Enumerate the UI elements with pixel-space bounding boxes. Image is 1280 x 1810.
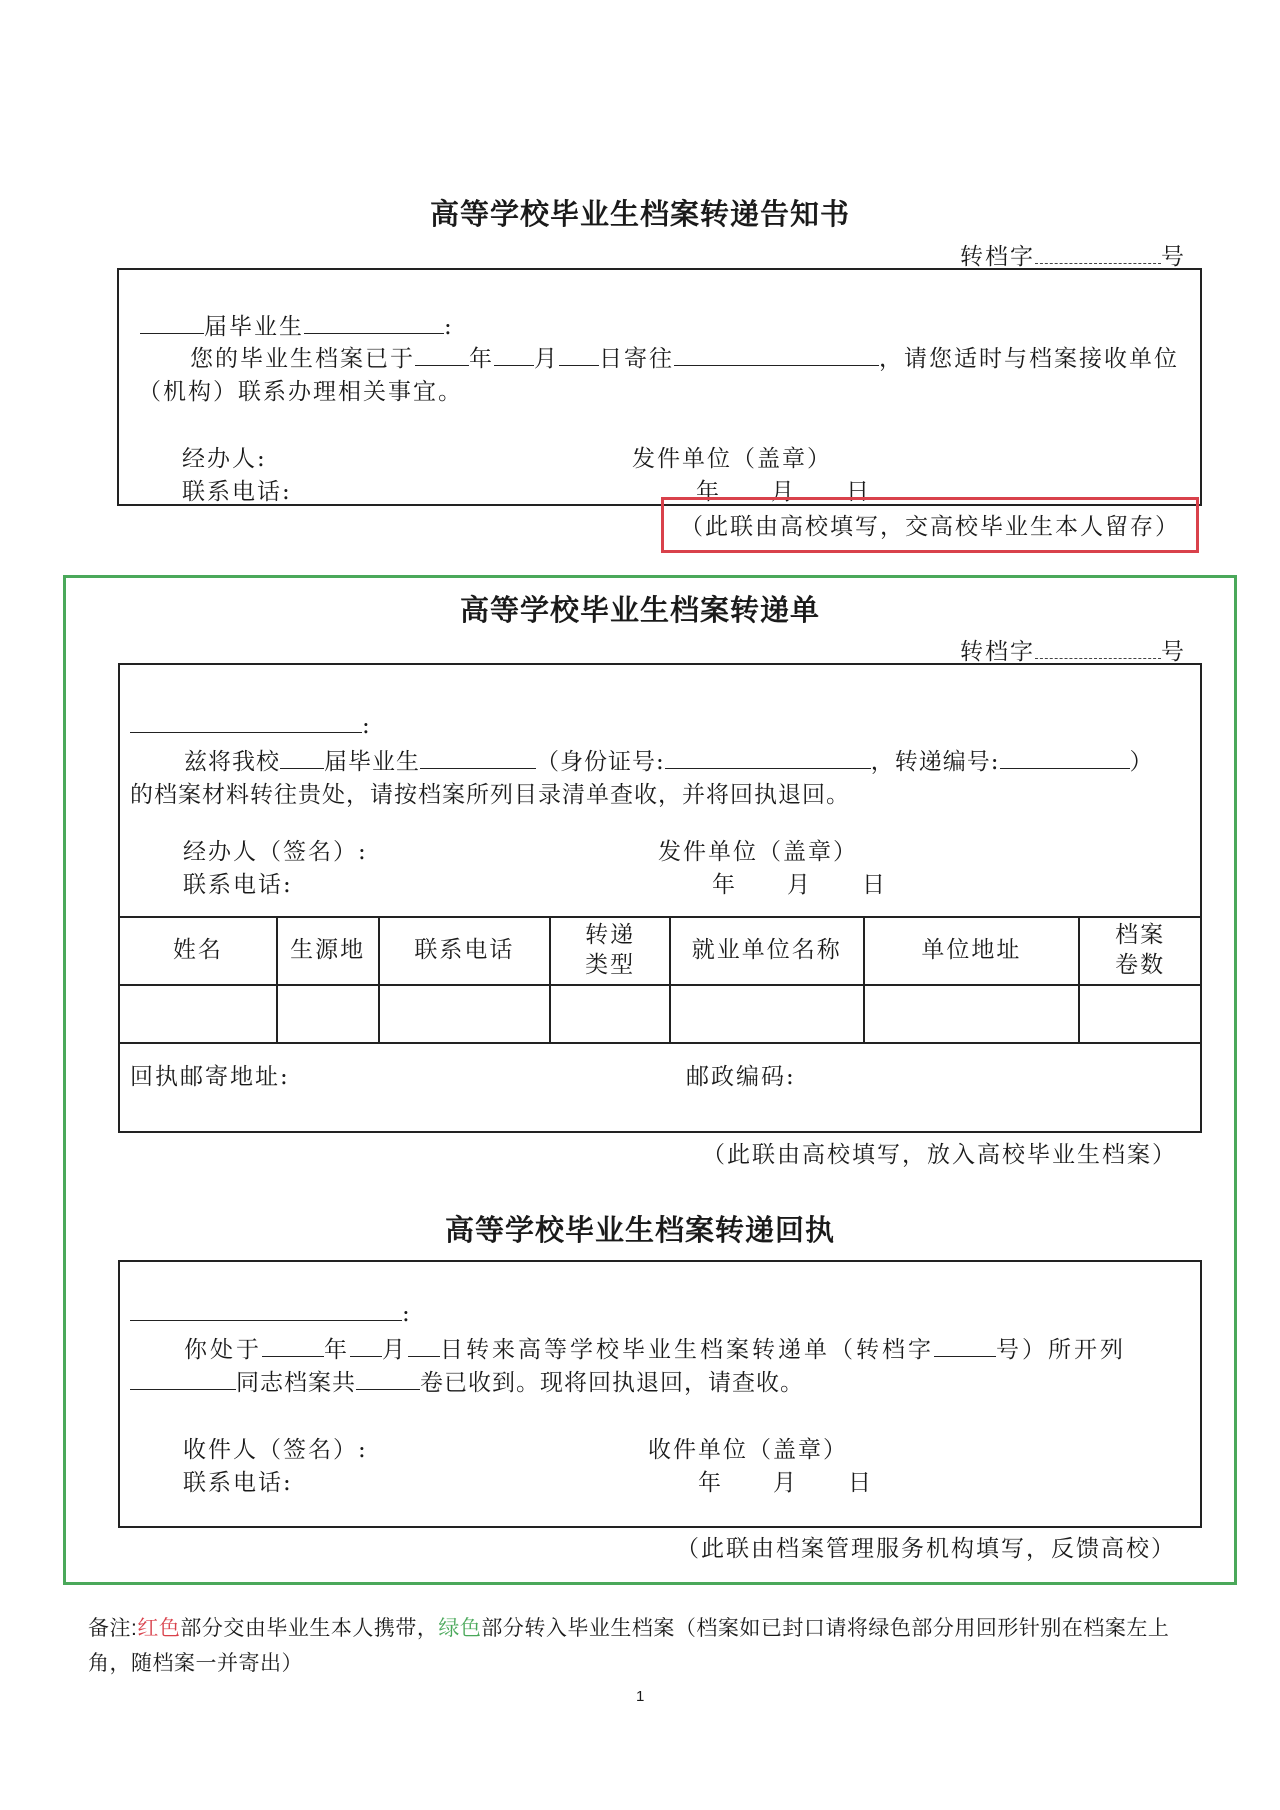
transfer-recipient-line: : <box>130 710 372 739</box>
transfer-footnote: （此联由高校填写，放入高校毕业生档案） <box>702 1142 1177 1168</box>
transfer-sender: 发件单位（盖章） <box>658 839 858 865</box>
col-header-employer: 就业单位名称 <box>670 917 864 985</box>
receipt-phone: 联系电话: <box>183 1470 293 1496</box>
notice-body-line2: （机构）联系办理相关事宜。 <box>138 379 463 405</box>
notice-file-number: 转档字 号 <box>960 238 1186 271</box>
notice-phone: 联系电话: <box>182 479 292 505</box>
table-cell <box>277 985 379 1043</box>
notice-title: 高等学校毕业生档案转递告知书 <box>429 197 850 231</box>
transfer-body-line1: 兹将我校 届毕业生 （身份证号: ，转递编号: ） <box>184 743 1154 776</box>
postcode: 邮政编码: <box>686 1064 796 1090</box>
transfer-handler: 经办人（签名）: <box>183 839 368 865</box>
receipt-body-line1: 你处于 年 月 日转来高等学校毕业生档案转递单（转档字 号）所开列 <box>184 1331 1126 1364</box>
col-header-origin: 生源地 <box>277 917 379 985</box>
notice-body-line1: 您的毕业生档案已于 年 月 日寄往 ，请您适时与档案接收单位 <box>190 340 1179 373</box>
notice-recipient-line: 届毕业生 : <box>140 308 454 341</box>
table-cell <box>550 985 670 1043</box>
transfer-phone: 联系电话: <box>183 872 293 898</box>
col-header-name: 姓名 <box>119 917 277 985</box>
receipt-recipient-line: : <box>130 1298 412 1327</box>
receipt-body-line2: 同志档案共 卷已收到。现将回执退回，请查收。 <box>130 1364 804 1397</box>
notice-footnote: （此联由高校填写，交高校毕业生本人留存） <box>680 514 1180 540</box>
notice-date: 年 月 日 <box>696 479 871 505</box>
return-address: 回执邮寄地址: <box>130 1064 290 1090</box>
table-cell <box>670 985 864 1043</box>
col-header-transfer-type: 转递 类型 <box>550 917 670 985</box>
page-number: 1 <box>636 1688 647 1705</box>
receipt-unit: 收件单位（盖章） <box>648 1437 848 1463</box>
remark-red-word: 红色 <box>137 1617 181 1640</box>
table-cell <box>119 985 277 1043</box>
notice-sender: 发件单位（盖章） <box>632 446 832 472</box>
receipt-receiver: 收件人（签名）: <box>183 1437 368 1463</box>
table-cell <box>864 985 1080 1043</box>
transfer-table <box>118 916 1202 1044</box>
transfer-title: 高等学校毕业生档案转递单 <box>459 593 820 627</box>
notice-handler: 经办人: <box>182 446 267 472</box>
table-row <box>119 985 1201 1043</box>
col-header-phone: 联系电话 <box>379 917 551 985</box>
table-cell <box>1079 985 1201 1043</box>
receipt-date: 年 月 日 <box>698 1470 873 1496</box>
table-cell <box>379 985 551 1043</box>
remark-line2: 角，随档案一并寄出） <box>88 1652 303 1675</box>
remark-green-word: 绿色 <box>438 1617 482 1640</box>
receipt-footnote: （此联由档案管理服务机构填写，反馈高校） <box>676 1536 1176 1562</box>
col-header-employer-address: 单位地址 <box>864 917 1080 985</box>
transfer-body-line2: 的档案材料转往贵处，请按档案所列目录清单查收，并将回执退回。 <box>130 782 850 808</box>
transfer-file-number: 转档字 号 <box>960 633 1186 666</box>
col-header-volume-count: 档案 卷数 <box>1079 917 1201 985</box>
transfer-date: 年 月 日 <box>712 872 887 898</box>
remark-line1: 备注:红色部分交由毕业生本人携带，绿色部分转入毕业生档案（档案如已封口请将绿色部分用回形针别在档案左上 <box>88 1617 1170 1640</box>
receipt-title: 高等学校毕业生档案转递回执 <box>444 1213 835 1247</box>
